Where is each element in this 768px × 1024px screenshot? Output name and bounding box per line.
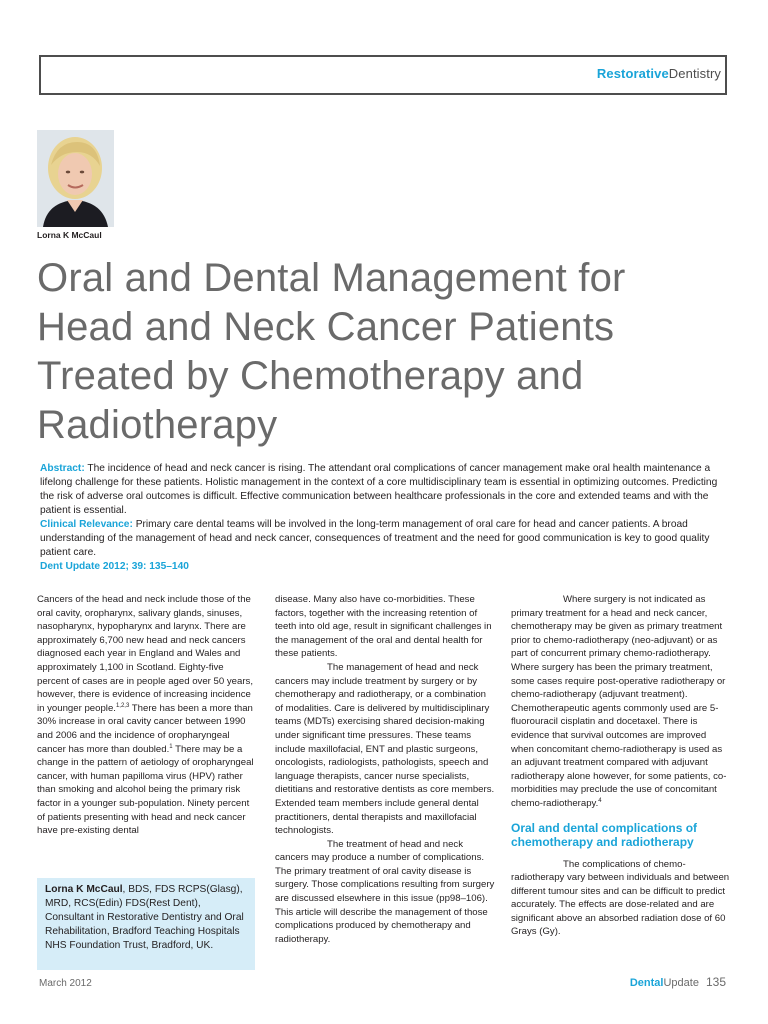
reference-marker: 1,2,3	[115, 702, 130, 709]
title-line: Radiotherapy	[37, 403, 278, 447]
title-line: Head and Neck Cancer Patients	[37, 305, 615, 349]
footer-journal	[630, 975, 726, 989]
abstract-text: The incidence of head and neck cancer is rising. The attendant oral complications of cancer management make oral health maintenance a lifelong challenge for these patients. Holistic management in the context of a core multidisciplinary team is essential in optimizing outcomes. Predicting the risk of adverse oral outcomes is difficult. Effective communication between healthcare professionals in the core and extended teams and with the patient is essential.	[40, 463, 718, 516]
abstract-label: Abstract:	[40, 463, 85, 474]
body-column-2	[275, 593, 495, 946]
page-number: 135	[705, 975, 726, 989]
footer-date: March 2012	[39, 978, 92, 989]
section-label-part1: Restorative	[596, 66, 669, 81]
title-line: Treated by Chemotherapy and	[37, 354, 584, 398]
article-title	[37, 254, 717, 450]
section-label	[597, 66, 721, 81]
body-column-3	[511, 593, 731, 939]
author-credentials: , BDS, FDS RCPS(Glasg), MRD, RCS(Edin) FDS(Rest Dent), Consultant in Restorative Dentistry and Oral Rehabilitation, Bradford Teaching Hospitals NHS Foundation Trust, Bradford, UK.	[45, 884, 244, 951]
body-paragraph: The complications of chemo-radiotherapy vary between individuals and between different tumour sites and can be difficult to predict accurately. The effects are dose-related and are significant above an absorbed radiation dose of 60 Grays (Gy).	[511, 858, 730, 938]
author-affiliation-box	[37, 878, 255, 970]
section-heading: Oral and dental complications of chemotherapy and radiotherapy	[511, 820, 698, 849]
reference-marker: 4	[598, 797, 602, 804]
abstract-paragraph	[40, 462, 730, 518]
clinical-relevance-paragraph	[40, 518, 730, 560]
body-paragraph: The treatment of head and neck cancers may produce a number of complications. The primary treatment of oral cavity disease is surgery. Those complications resulting from surgery are discussed elsewhere in this issue (pp98–106). This article will describe the management of those complications produced by chemotherapy and radiotherapy.	[275, 838, 495, 945]
body-paragraph	[511, 593, 731, 811]
journal-name-part1: Dental	[629, 977, 664, 989]
body-paragraph: The management of head and neck cancers may include treatment by surgery or by chemotherapy and radiotherapy, or a combination of modalities. Care is delivered by multidisciplinary teams (MDTs) exercising shared decision-making under significant time pressures. These teams include maxillofacial, ENT and plastic surgeons, oncologists, radiologists, pathologists, speech and language therapists, cancer nurse specialists, dietitians and restorative dentists as core members. Extended team members include general dental practitioners, dental therapists and maxillofacial technologists.	[275, 661, 495, 837]
body-paragraph: disease. Many also have co-morbidities. These factors, together with the increasing retention of teeth into old age, result in significant challenges in the management of the oral and dental health for these patients.	[275, 594, 492, 660]
clinical-relevance-text: Primary care dental teams will be involved in the long-term management of oral care for head and cancer patients. A broad understanding of the management of head and neck cancer, consequences of treatment and the need for good communication is key to good quality patient care.	[40, 519, 710, 558]
title-line: Oral and Dental Management for	[37, 256, 626, 300]
author-portrait-image	[37, 130, 114, 227]
body-text: Where surgery is not indicated as primary treatment for a head and neck cancer, chemotherapy may be given as primary treatment prior to chemo-radiotherapy (neo-adjuvant) or as part of concurrent primary chemo-radiotherapy. Where surgery has been the primary treatment, some cases require post-operative radiotherapy or chemo-radiotherapy (adjuvant treatment). Chemotherapeutic agents commonly used are 5-fluorouracil cisplatin and docetaxel. There is evidence that survival outcomes are improved when concomitant chemo-radiotherapy is used as an adjuvant treatment compared with adjuvant radiotherapy alone however, for some patients, co-morbidities may preclude the use of concomitant chemo-radiotherapy.	[511, 594, 727, 809]
clinical-relevance-label: Clinical Relevance:	[40, 519, 133, 530]
body-text: There has been a more than 30% increase in oral cavity cancer between 1990 and 2006 and the incidence of oropharyngeal cancer has more than doubled.	[37, 702, 253, 755]
reference-marker: 1	[169, 743, 173, 750]
abstract-block	[40, 462, 730, 574]
author-photo	[37, 130, 114, 227]
citation: Dent Update 2012; 39: 135–140	[40, 561, 189, 572]
section-label-part2: Dentistry	[668, 66, 721, 81]
body-paragraph	[37, 593, 257, 838]
author-name: Lorna K McCaul	[45, 884, 123, 895]
body-text: There may be a change in the pattern of aetiology of oropharyngeal cancer, with human papilloma virus (HPV) rather than smoking and alcohol being the primary risk factor in a younger sub-population. Ninety percent of patients presenting with head and neck cancer have pre-existing dental	[37, 743, 254, 837]
header-box	[39, 55, 727, 95]
photo-caption: Lorna K McCaul	[37, 230, 102, 240]
body-text: Cancers of the head and neck include those of the oral cavity, oropharynx, salivary glands, sinuses, nasopharynx, hypopharynx and larynx. There are approximately 6,700 new head and neck cancers diagnosed each year in England and Wales and approximately 1,100 in Scotland. Eighty-five percent of cases are in people aged over 50 years, however, there is evidence of increasing incidence in younger people.	[37, 594, 253, 714]
journal-name-part2: Update	[663, 977, 699, 989]
body-column-1	[37, 593, 257, 838]
